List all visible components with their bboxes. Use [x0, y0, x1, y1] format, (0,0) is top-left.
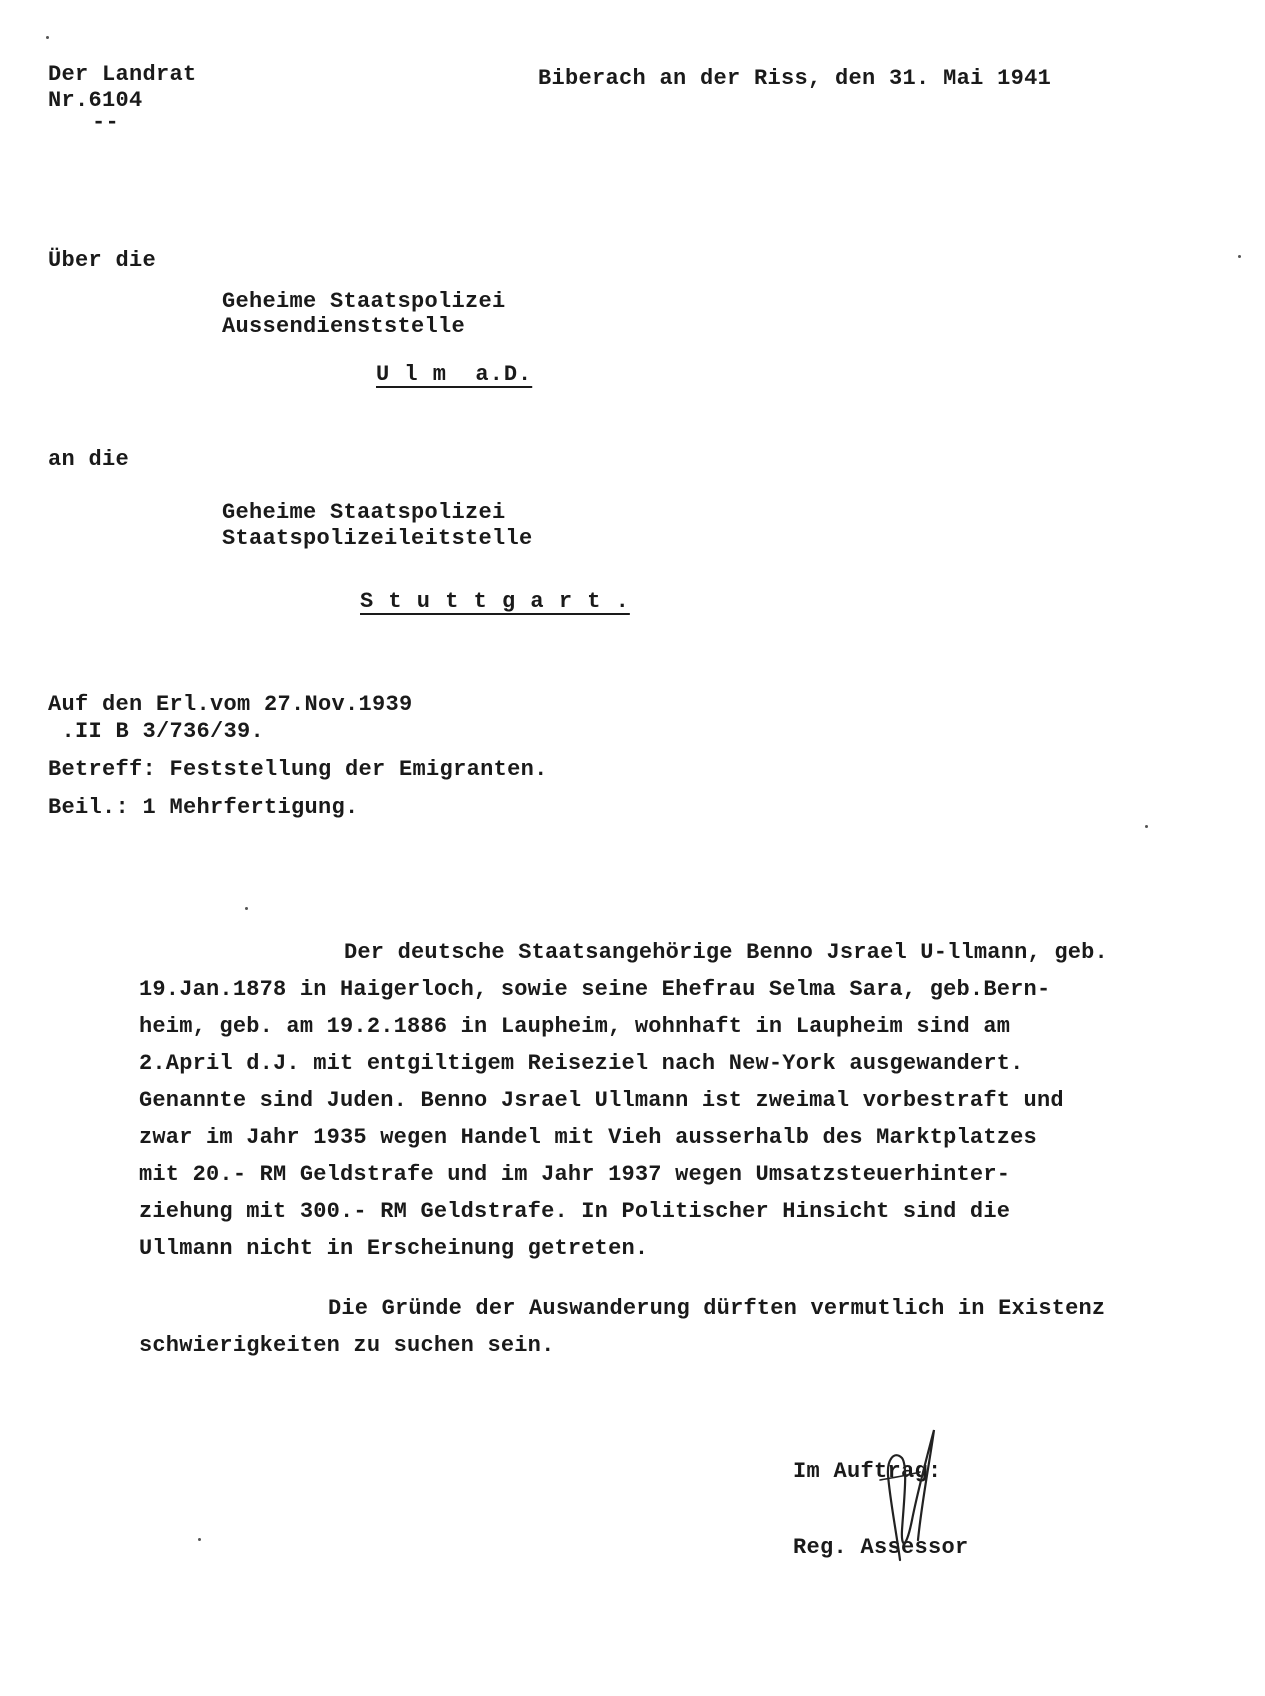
authority: Der Landrat [48, 62, 197, 87]
recipient-org-line1: Geheime Staatspolizei [222, 500, 506, 525]
subject-line: Betreff: Feststellung der Emigranten. [48, 757, 548, 782]
decree-file-number: .II B 3/736/39. [48, 719, 265, 744]
paper-speck [198, 1538, 201, 1541]
number-dash: -- [92, 110, 120, 135]
recipient-prefix: an die [48, 447, 130, 472]
body-p1-line: mit 20.- RM Geldstrafe und im Jahr 1937 wegen Umsatzsteuerhinter- [139, 1162, 1011, 1187]
via-prefix: Über die [48, 248, 157, 273]
body-p1-line: Der deutsche Staatsangehörige Benno Jsrael U-llmann, geb. [344, 940, 1108, 965]
via-city: U l m a.D. [376, 362, 533, 387]
reference-number: Nr.6104 [48, 88, 143, 113]
paper-speck [1145, 825, 1148, 828]
body-p2-line: schwierigkeiten zu suchen sein. [139, 1333, 555, 1358]
body-p1-line: ziehung mit 300.- RM Geldstrafe. In Politischer Hinsicht sind die [139, 1199, 1011, 1224]
body-p1-line: 2.April d.J. mit entgiltigem Reiseziel nach New-York ausgewandert. [139, 1051, 1024, 1076]
decree-reference: Auf den Erl.vom 27.Nov.1939 [48, 692, 413, 717]
via-org-line1: Geheime Staatspolizei [222, 289, 506, 314]
signature-title: Reg. Assessor [793, 1535, 969, 1560]
body-p1-line: zwar im Jahr 1935 wegen Handel mit Vieh ausserhalb des Marktplatzes [139, 1125, 1037, 1150]
paper-speck [245, 907, 248, 910]
enclosure-line: Beil.: 1 Mehrfertigung. [48, 795, 359, 820]
body-p1-line: Genannte sind Juden. Benno Jsrael Ullmann ist zweimal vorbestraft und [139, 1088, 1064, 1113]
recipient-org-line2: Staatspolizeileitstelle [222, 526, 533, 551]
place-date: Biberach an der Riss, den 31. Mai 1941 [538, 66, 1052, 91]
body-p1-line: Ullmann nicht in Erscheinung getreten. [139, 1236, 649, 1261]
recipient-city: S t u t t g a r t . [360, 589, 630, 614]
body-p1-line: heim, geb. am 19.2.1886 in Laupheim, wohnhaft in Laupheim sind am [139, 1014, 1011, 1039]
body-p1-line: 19.Jan.1878 in Haigerloch, sowie seine Ehefrau Selma Sara, geb.Bern- [139, 977, 1051, 1002]
paper-speck [46, 36, 49, 39]
signature-in-order: Im Auftrag: [793, 1459, 942, 1484]
body-p2-line: Die Gründe der Auswanderung dürften vermutlich in Existenz [328, 1296, 1106, 1321]
paper-speck [1238, 255, 1241, 258]
via-org-line2: Aussendienststelle [222, 314, 466, 339]
handwritten-signature [860, 1420, 950, 1570]
